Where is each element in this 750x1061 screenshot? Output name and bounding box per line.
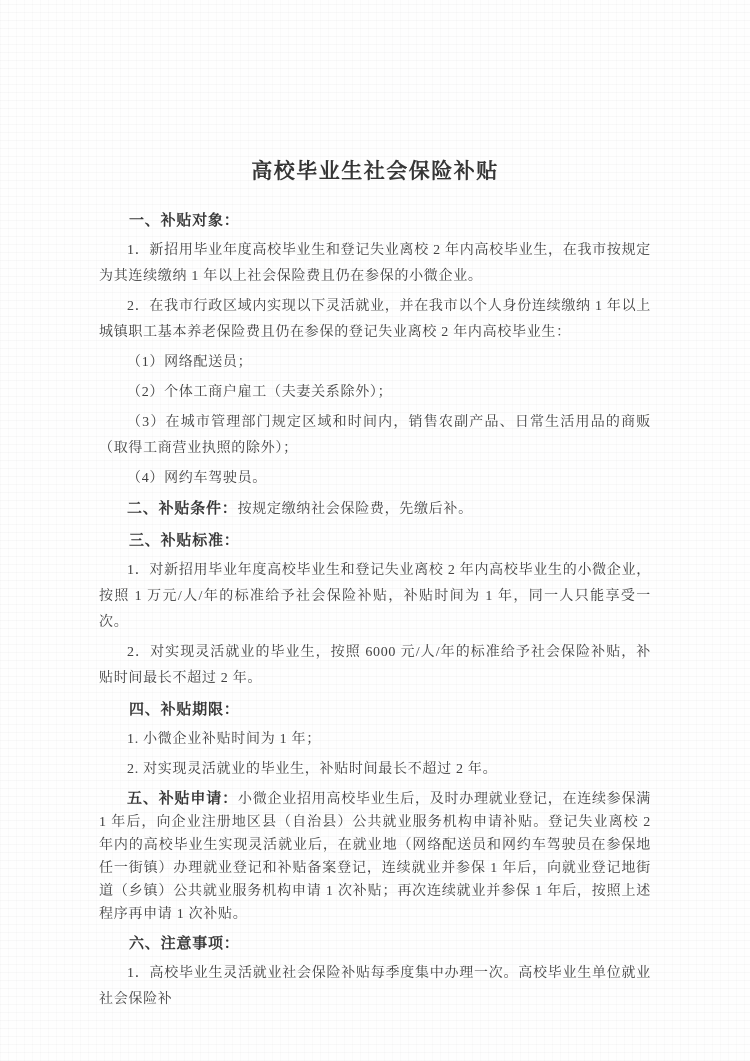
section-1-paragraph-1: 1．新招用毕业年度高校毕业生和登记失业离校 2 年内高校毕业生，在我市按规定为其连续缴纳 1 年以上社会保险费且仍在参保的小微企业。 xyxy=(99,243,651,284)
section-subsidy-standards xyxy=(99,528,651,692)
section-1-paragraph-2: 2．在我市行政区域内实现以下灵活就业，并在我市以个人身份连续缴纳 1 年以上城镇职工基本养老保险费且仍在参保的登记失业离校 2 年内高校毕业生： xyxy=(99,299,651,340)
section-2-paragraph xyxy=(99,496,651,523)
section-subsidy-application xyxy=(99,787,651,926)
section-4-list-item-1: 1. 小微企业补贴时间为 1 年； xyxy=(127,732,321,747)
section-3-heading: 三、补贴标准： xyxy=(129,532,240,549)
section-1-list-item-1: （1）网络配送员； xyxy=(127,355,253,370)
section-subsidy-targets xyxy=(99,208,651,492)
section-3-paragraph-2: 2．对实现灵活就业的毕业生，按照 6000 元/人/年的标准给予社会保险补贴，补贴时间最长不超过 2 年。 xyxy=(99,645,651,686)
section-5-heading: 五、补贴申请： xyxy=(127,790,238,807)
section-2-inline-text: 按规定缴纳社会保险费，先缴后补。 xyxy=(237,502,473,517)
section-5-paragraph xyxy=(99,787,651,926)
section-6-heading: 六、注意事项： xyxy=(129,935,240,952)
section-notes xyxy=(99,931,651,1013)
section-3-paragraph-1: 1．对新招用毕业年度高校毕业生和登记失业离校 2 年内高校毕业生的小微企业，按照 1 万元/人/年的标准给予社会保险补贴，补贴时间为 1 年，同一人只能享受一次。 xyxy=(99,563,651,630)
section-6-paragraph-1: 1．高校毕业生灵活就业社会保险补贴每季度集中办理一次。高校毕业生单位就业社会保险补 xyxy=(99,966,651,1007)
section-4-list-item-2: 2. 对实现灵活就业的毕业生，补贴时间最长不超过 2 年。 xyxy=(127,762,498,777)
document-title: 高校毕业生社会保险补贴 xyxy=(251,160,499,183)
section-1-heading: 一、补贴对象： xyxy=(129,212,240,229)
section-subsidy-conditions xyxy=(99,496,651,523)
section-1-list-item-3: （3）在城市管理部门规定区域和时间内，销售农副产品、日常生活用品的商贩（取得工商营业执照的除外）； xyxy=(99,415,651,456)
section-4-heading: 四、补贴期限： xyxy=(129,701,240,718)
section-subsidy-duration xyxy=(99,697,651,783)
section-5-inline-text: 小微企业招用高校毕业生后，及时办理就业登记，在连续参保满 1 年后，向企业注册地区县（自治县）公共就业服务机构申请补贴。登记失业离校 2 年内的高校毕业生实现灵活就业后，在就业地（网络配送员和网约车驾驶员在参保地任一街镇）办理就业登记和补贴备案登记，连续就业并参保 1 年后，向就业登记地街道（乡镇）公共就业服务机构申请 1 次补贴；再次连续就业并参保 1 年后，按照上述程序再申请 1 次补贴。 xyxy=(99,792,651,922)
section-1-list-item-2: （2）个体工商户雇工（夫妻关系除外）； xyxy=(127,385,393,400)
section-2-heading: 二、补贴条件： xyxy=(127,500,238,517)
section-1-list-item-4: （4）网约车驾驶员。 xyxy=(127,471,267,486)
